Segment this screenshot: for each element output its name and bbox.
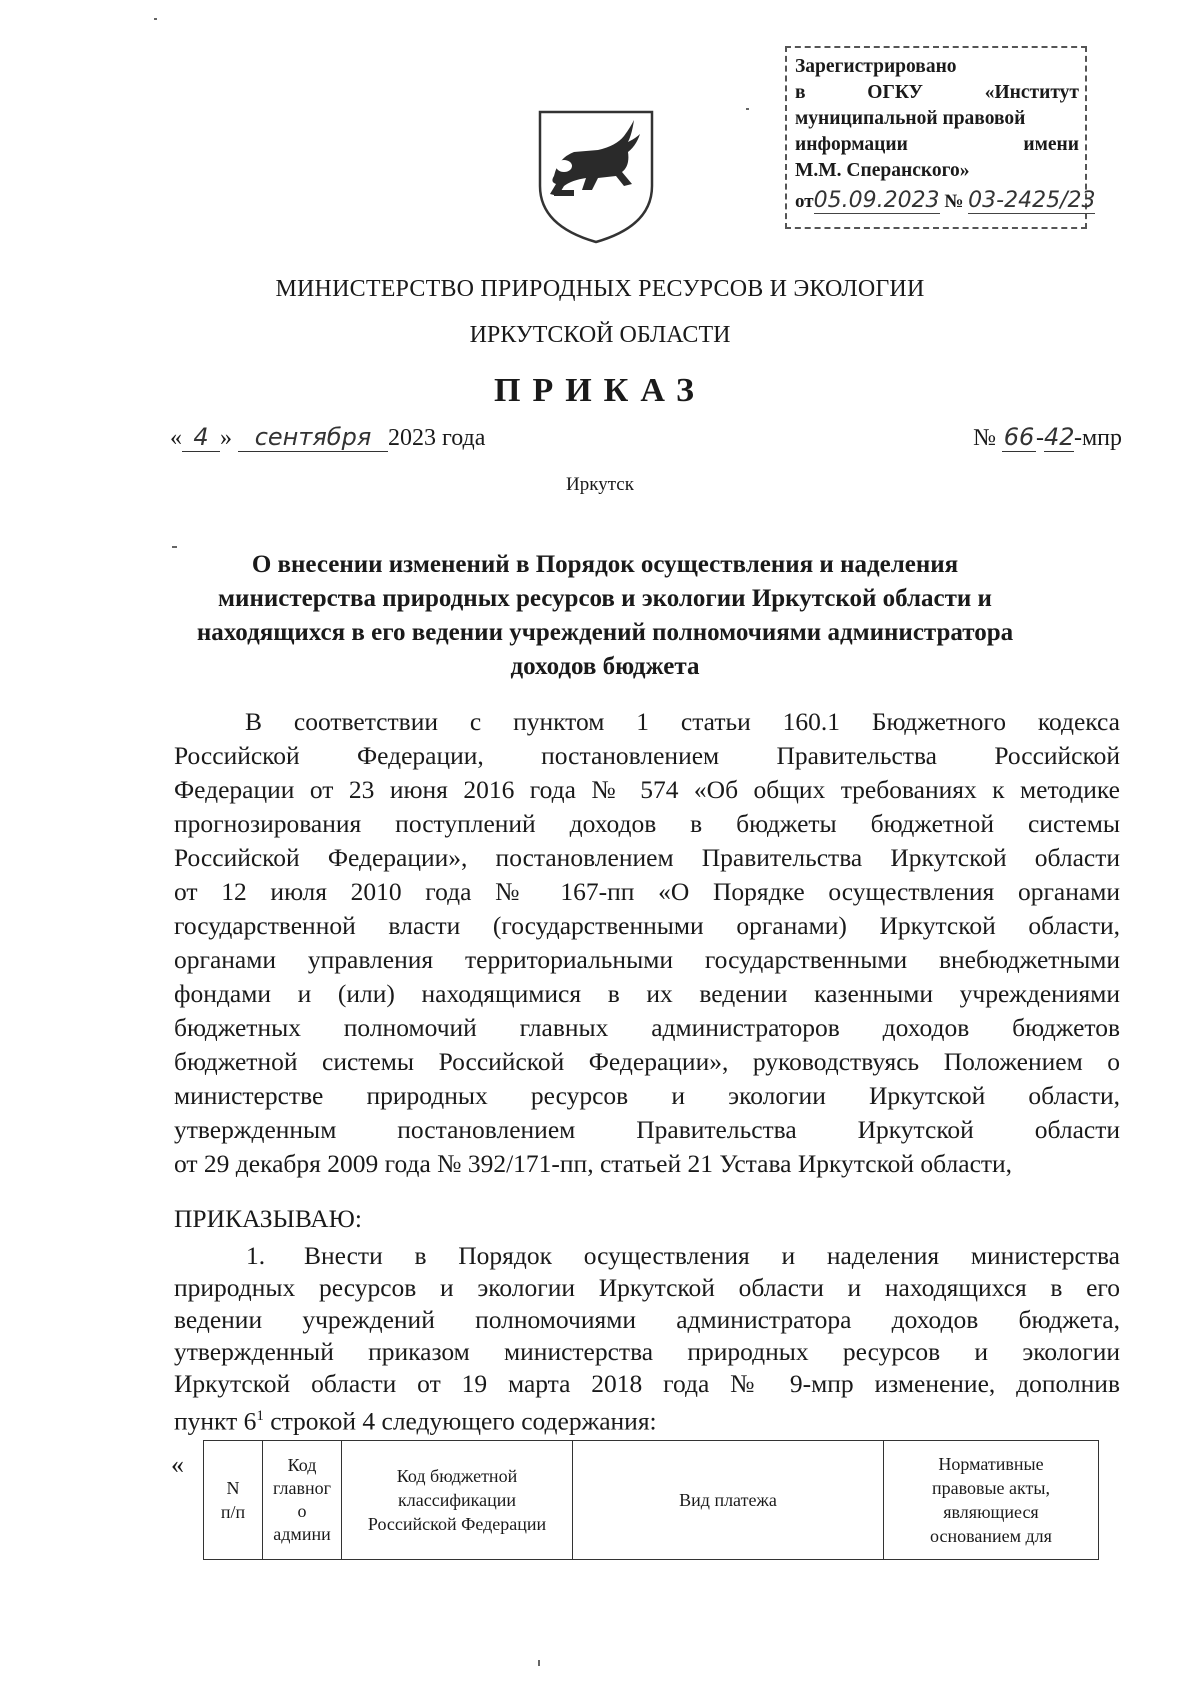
date-month-handwritten: сентября [238,423,388,452]
col-admin-code-header: Код главног о админи [263,1441,342,1560]
city: Иркутск [566,474,634,495]
stamp-date-handwritten: 05.09.2023 [813,188,940,213]
region-name: ИРКУТСКОЙ ОБЛАСТИ [469,322,731,348]
stamp-line-2: в ОГКУ «Институт [795,82,1079,103]
document-title: ПРИКАЗ [494,372,706,409]
date-day-handwritten: 4 [182,423,220,452]
date-year: 2023 года [388,425,486,451]
stamp-line-3: муниципальной правовой [795,108,1026,129]
scan-speck [154,18,157,20]
point-1: 1. Внести в Порядок осуществления и наделения министерства природных ресурсов и экологии Иркутской области и находящихся в его ведении учреждений полномочиями администратора доходов бюджета, утвержденный приказом министерства природных ресурсов и экологии Иркутской области от 19 марта 2018 года № 9-мпр изменение, дополнив пункт $6^1$ строкой 4 следующего содержания: [174,1241,1120,1436]
preamble-paragraph: В соответствии с пунктом 1 статьи 160.1 Бюджетного кодекса Российской Федерации, постановлением Правительства Российской Федерации от 23 июня 2016 года № 574 «Об общих требованиях к методике прогнозирования поступлений доходов в бюджеты бюджетной системы Российской Федерации», постановлением Правительства Иркутской области от 12 июля 2010 года № 167-пп «О Порядке осуществления органами государственной власти (государственными органами) Иркутской области, органами управления территориальными государственными внебюджетными фондами и (или) находящимися в их ведении казенными учреждениями бюджетных полномочий главных администраторов доходов бюджетов бюджетной системы Российской Федерации», руководствуясь Положением о министерстве природных ресурсов и экологии Иркутской области, утвержденным постановлением Правительства Иркутской области от 29 декабря 2009 года № 392/171-пп, статьей 21 Устава Иркутской области, [174,707,1120,1178]
point-1-line-1: 1. Внести в Порядок осуществления и наделения министерства [246,1241,1120,1270]
number-part1-handwritten: 66 [1003,423,1035,451]
order-heading: О внесении изменений в Порядок осуществления и наделения министерства природных ресурсов и экологии Иркутской области и находящихся в его ведении учреждений полномочиями администратора доходов бюджета [196,551,1014,680]
stamp-line-5: М.М. Сперанского» [795,160,970,181]
registration-stamp [785,46,1096,229]
coat-of-arms-icon [536,106,656,246]
stamp-number-handwritten: 03-2425/23 [968,188,1096,213]
stamp-registration-line: от05.09.2023 № 03-2425/23 [795,188,1096,213]
table-open-quote: « [171,1450,184,1479]
scan-speck [538,1660,540,1666]
point-1-line-6: пункт $6^1$ строкой 4 следующего содержания: [174,1406,657,1436]
col-budget-code-header: Код бюджетной классификации Российской Федерации [342,1441,573,1560]
scan-speck [746,108,749,110]
col-number-header: N п/п [204,1441,263,1560]
col-legal-acts-header: Нормативные правовые акты, являющиеся основанием для [884,1441,1099,1560]
order-word: ПРИКАЗЫВАЮ: [174,1204,362,1233]
table-header-row [204,1441,1099,1560]
order-number: № 66-42-мпр [973,423,1122,451]
order-date: « 4 » сентября 2023 года [170,423,486,451]
col-payment-type-header: Вид платежа [573,1441,884,1560]
ministry-name: МИНИСТЕРСТВО ПРИРОДНЫХ РЕСУРСОВ И ЭКОЛОГИИ [275,276,925,302]
number-part2-handwritten: 42 [1043,423,1075,451]
stamp-line-4: информации имени [795,134,1079,155]
stamp-line-1: Зарегистрировано [795,56,957,77]
income-table [203,1440,1099,1560]
scan-speck [172,546,177,548]
